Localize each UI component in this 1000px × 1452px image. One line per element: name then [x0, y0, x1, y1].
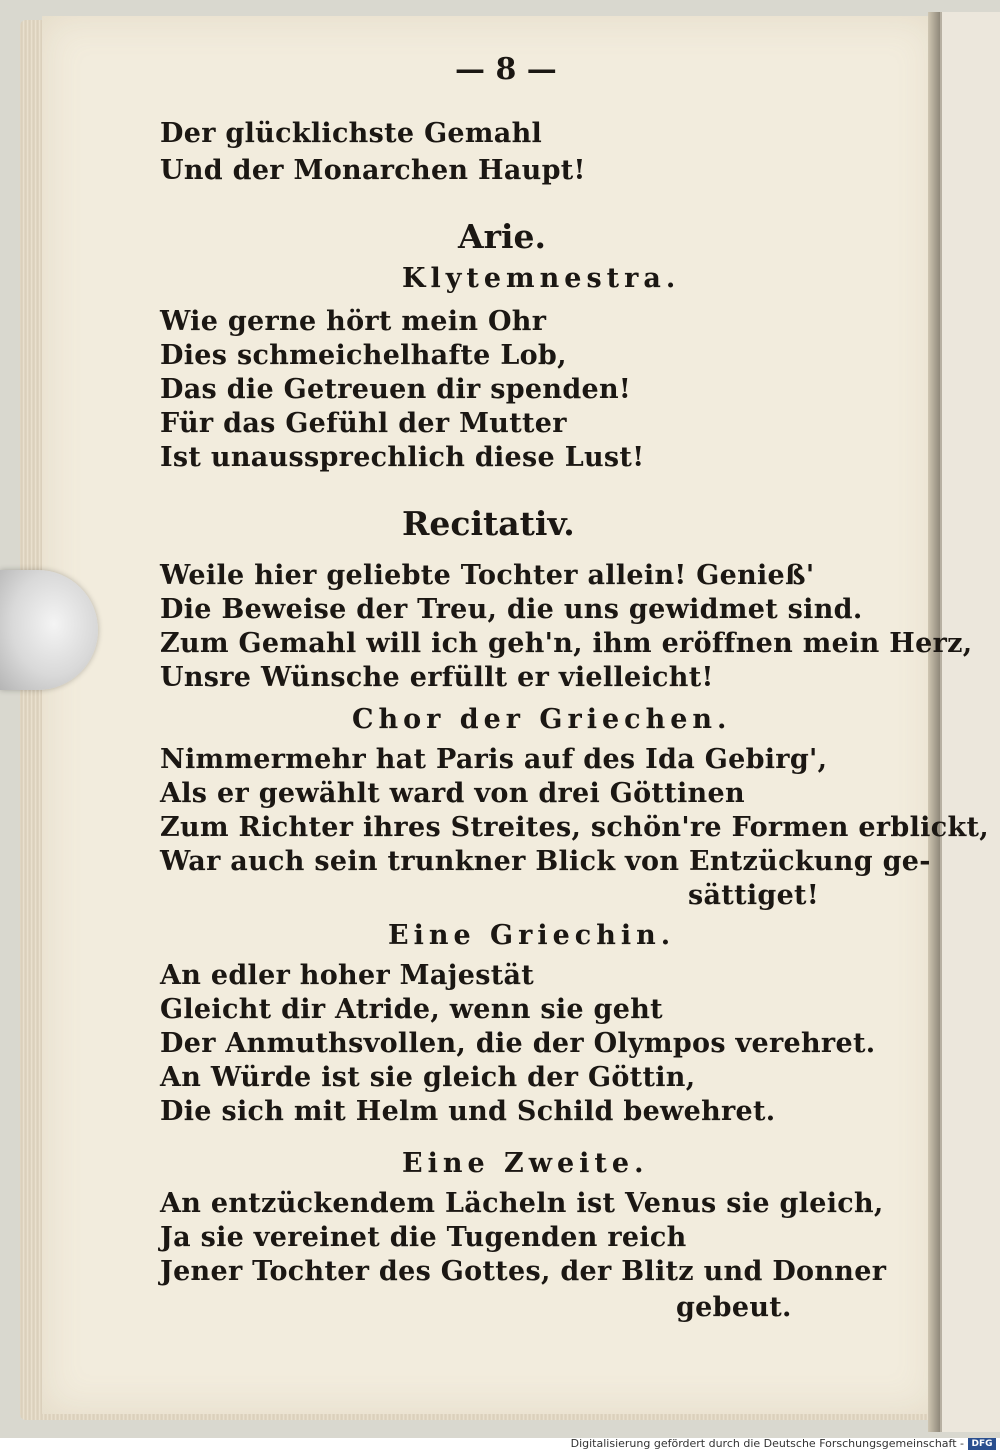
speaker-klytemnestra: Klytemnestra.	[402, 263, 681, 294]
verse-line: Das die Getreuen dir spenden!	[160, 374, 632, 405]
verse-line: Nimmermehr hat Paris auf des Ida Gebirg',	[160, 744, 828, 775]
verse-line: Gleicht dir Atride, wenn sie geht	[160, 994, 663, 1025]
speaker-chor: Chor der Griechen.	[352, 704, 732, 735]
verse-line: Die Beweise der Treu, die uns gewidmet sind.	[160, 594, 863, 625]
verse-line: Jener Tochter des Gottes, der Blitz und Donner	[160, 1256, 887, 1287]
speaker-zweite: Eine Zweite.	[402, 1148, 649, 1179]
verse-line: Als er gewählt ward von drei Göttinen	[160, 778, 745, 809]
footer-credit: Digitalisierung gefördert durch die Deutsche Forschungsgemeinschaft -	[570, 1437, 964, 1450]
verse-line: Der Anmuthsvollen, die der Olympos verehret.	[160, 1028, 876, 1059]
page-number: — 8 —	[455, 52, 557, 87]
verse-line: Ja sie vereinet die Tugenden reich	[160, 1222, 687, 1253]
verse-line: Unsre Wünsche erfüllt er vielleicht!	[160, 662, 714, 693]
verse-line: Dies schmeichelhafte Lob,	[160, 340, 567, 371]
verse-line: Die sich mit Helm und Schild bewehret.	[160, 1096, 776, 1127]
verse-line: Wie gerne hört mein Ohr	[160, 306, 547, 337]
verse-line: sättiget!	[688, 880, 819, 911]
verse-line: Der glücklichste Gemahl	[160, 118, 543, 149]
verse-line: Und der Monarchen Haupt!	[160, 155, 586, 186]
verse-line: An edler hoher Majestät	[160, 960, 535, 991]
verse-line: Ist unaussprechlich diese Lust!	[160, 442, 645, 473]
verse-line: An Würde ist sie gleich der Göttin,	[160, 1062, 696, 1093]
verse-line: Zum Gemahl will ich geh'n, ihm eröffnen mein Herz,	[160, 628, 973, 659]
verse-line: Weile hier geliebte Tochter allein! Genieß'	[160, 560, 815, 591]
heading-recitativ: Recitativ.	[402, 504, 575, 543]
speaker-griechin: Eine Griechin.	[388, 920, 676, 951]
dfg-logo-icon: DFG	[968, 1438, 996, 1450]
verse-line: gebeut.	[676, 1292, 792, 1323]
verse-line: Für das Gefühl der Mutter	[160, 408, 567, 439]
verse-line: War auch sein trunkner Blick von Entzückung ge-	[160, 846, 931, 877]
verse-line: Zum Richter ihres Streites, schön're Formen erblickt,	[160, 812, 989, 843]
verse-line: An entzückendem Lächeln ist Venus sie gleich,	[160, 1188, 884, 1219]
heading-arie: Arie.	[458, 217, 547, 256]
